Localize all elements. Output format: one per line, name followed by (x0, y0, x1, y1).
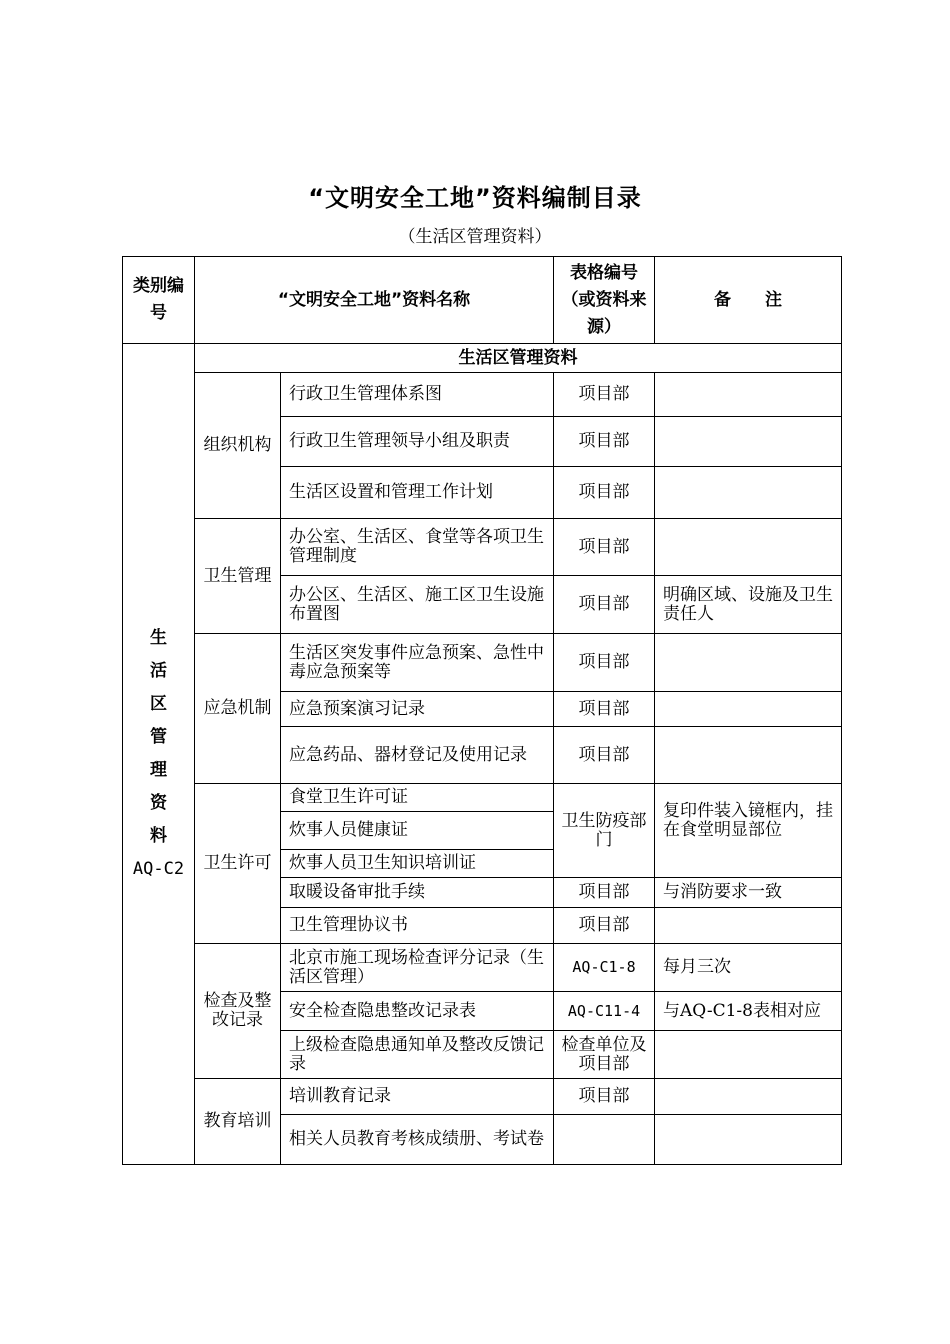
item-source: 项目部 (554, 634, 655, 692)
item-name: 生活区突发事件应急预案、急性中毒应急预案等 (281, 634, 554, 692)
header-remark: 备 注 (655, 257, 842, 344)
item-name: 北京市施工现场检查评分记录（生活区管理） (281, 944, 554, 992)
table-row (123, 784, 842, 812)
group-label: 卫生管理 (195, 519, 281, 634)
category-code-cell (123, 344, 195, 1165)
item-source: AQ-C1-8 (554, 944, 655, 992)
item-remark (655, 467, 842, 519)
item-source (554, 1115, 655, 1165)
catalog-table (122, 256, 842, 1165)
category-char: 区 (150, 694, 167, 714)
table-row (123, 519, 842, 576)
item-remark (655, 373, 842, 417)
item-name: 炊事人员卫生知识培训证 (281, 850, 554, 878)
category-char: 管 (150, 727, 167, 747)
item-remark (655, 634, 842, 692)
category-code: AQ-C2 (132, 859, 185, 879)
category-char: 生 (150, 628, 167, 648)
item-name: 安全检查隐患整改记录表 (281, 992, 554, 1031)
item-remark (655, 1115, 842, 1165)
category-char: 理 (150, 760, 167, 780)
item-source: 项目部 (554, 467, 655, 519)
item-name: 应急预案演习记录 (281, 692, 554, 727)
item-remark (655, 692, 842, 727)
item-source: 卫生防疫部门 (554, 784, 655, 878)
item-remark (655, 519, 842, 576)
group-label: 卫生许可 (195, 784, 281, 944)
header-form: 表格编号（或资料来源） (554, 257, 655, 344)
item-name: 行政卫生管理体系图 (281, 373, 554, 417)
item-remark (655, 417, 842, 467)
header-name: “文明安全工地”资料名称 (195, 257, 554, 344)
group-label: 教育培训 (195, 1079, 281, 1165)
table-row (123, 634, 842, 692)
item-source: 项目部 (554, 417, 655, 467)
item-name: 炊事人员健康证 (281, 812, 554, 850)
item-name: 食堂卫生许可证 (281, 784, 554, 812)
item-source: 项目部 (554, 878, 655, 908)
item-name: 取暖设备审批手续 (281, 878, 554, 908)
item-remark (655, 727, 842, 784)
header-category: 类别编号 (123, 257, 195, 344)
item-name: 办公区、生活区、施工区卫生设施布置图 (281, 576, 554, 634)
section-title: 生活区管理资料 (195, 344, 842, 373)
item-source: 项目部 (554, 692, 655, 727)
item-remark (655, 1031, 842, 1079)
item-source: 项目部 (554, 576, 655, 634)
item-name: 行政卫生管理领导小组及职责 (281, 417, 554, 467)
item-name: 上级检查隐患通知单及整改反馈记录 (281, 1031, 554, 1079)
item-remark: 与消防要求一致 (655, 878, 842, 908)
category-char: 资 (150, 793, 167, 813)
item-name: 办公室、生活区、食堂等各项卫生管理制度 (281, 519, 554, 576)
section-row (123, 344, 842, 373)
group-label: 检查及整改记录 (195, 944, 281, 1079)
table-row (123, 1079, 842, 1115)
document-subtitle: （生活区管理资料） (398, 227, 552, 247)
table-row (123, 944, 842, 992)
item-remark: 明确区域、设施及卫生责任人 (655, 576, 842, 634)
item-source: 项目部 (554, 519, 655, 576)
item-source: 项目部 (554, 1079, 655, 1115)
item-remark (655, 908, 842, 944)
item-remark: 每月三次 (655, 944, 842, 992)
item-source: 项目部 (554, 373, 655, 417)
item-name: 生活区设置和管理工作计划 (281, 467, 554, 519)
item-source: 项目部 (554, 727, 655, 784)
item-source: AQ-C11-4 (554, 992, 655, 1031)
item-remark: 与AQ-C1-8表相对应 (655, 992, 842, 1031)
group-label: 应急机制 (195, 634, 281, 784)
item-name: 卫生管理协议书 (281, 908, 554, 944)
item-source: 项目部 (554, 908, 655, 944)
item-name: 培训教育记录 (281, 1079, 554, 1115)
item-remark: 复印件装入镜框内，挂在食堂明显部位 (655, 784, 842, 878)
document-title: “文明安全工地”资料编制目录 (308, 184, 642, 212)
group-label: 组织机构 (195, 373, 281, 519)
item-source: 检查单位及项目部 (554, 1031, 655, 1079)
item-name: 相关人员教育考核成绩册、考试卷 (281, 1115, 554, 1165)
header-row (123, 257, 842, 344)
item-name: 应急药品、器材登记及使用记录 (281, 727, 554, 784)
category-char: 活 (150, 661, 167, 681)
table-row (123, 373, 842, 417)
category-char: 料 (150, 826, 167, 846)
item-remark (655, 1079, 842, 1115)
